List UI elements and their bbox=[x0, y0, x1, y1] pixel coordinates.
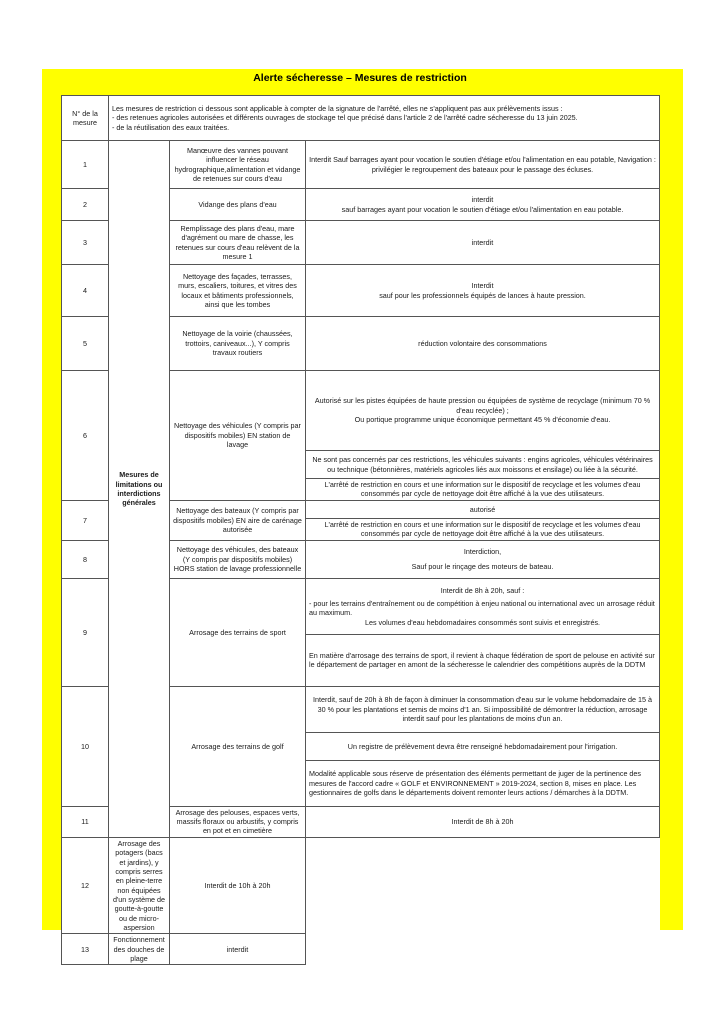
activity-cell: Arrosage des terrains de golf bbox=[170, 686, 306, 806]
measure-cell: autorisé bbox=[306, 500, 660, 518]
restriction-table-container bbox=[61, 95, 659, 965]
activity-cell: Fonctionnement des douches de plage bbox=[109, 934, 170, 965]
measure-number: 13 bbox=[62, 934, 109, 965]
measure-line: Sauf pour le rinçage des moteurs de bateau. bbox=[411, 562, 554, 572]
activity-cell: Vidange des plans d'eau bbox=[170, 189, 306, 221]
measure-cell: En matière d'arrosage des terrains de sport, il revient à chaque fédération de sport de pelouse en activité sur le département de partager en amont de la sécheresse le calendrier des compétitions auprès de la DDTM bbox=[306, 634, 660, 686]
measure-number: 11 bbox=[62, 806, 109, 837]
measure-cell bbox=[306, 578, 660, 634]
measure-line: sauf pour les professionnels équipés de lances à haute pression. bbox=[379, 290, 586, 300]
restriction-table bbox=[61, 95, 660, 965]
intro-line: - des retenues agricoles autorisées et différents ouvrages de stockage tel que précisé dans l'article 2 de l'arrêté cadre sécheresse du 13 juin 2025. bbox=[112, 113, 578, 123]
measure-cell bbox=[306, 371, 660, 451]
measure-number: 5 bbox=[62, 317, 109, 371]
activity-cell: Manœuvre des vannes pouvant influencer le réseau hydrographique,alimentation et vidange de retenues sur cours d'eau bbox=[170, 141, 306, 189]
table-row bbox=[62, 141, 660, 189]
table-row bbox=[62, 934, 660, 965]
measure-cell: Interdit Sauf barrages ayant pour vocation le soutien d'étiage et/ou l'alimentation en eau potable, Navigation : privilégier le regroupement des bateaux pour le passage des écluses. bbox=[306, 141, 660, 189]
measure-cell bbox=[306, 540, 660, 578]
header-row bbox=[62, 96, 660, 141]
measure-cell bbox=[306, 189, 660, 221]
intro-line: Les mesures de restriction ci dessous sont applicable à compter de la signature de l'arrêté, elles ne s'appliquent pas aux prélèvements issus : bbox=[112, 103, 563, 113]
measure-line: Les volumes d'eau hebdomadaires consommés sont suivis et enregistrés. bbox=[364, 617, 601, 627]
measure-cell: Ne sont pas concernés par ces restrictions, les véhicules suivants : engins agricoles, véhicules vétérinaires ou technique (bétonnières, matériels agricoles liés aux moissons et ensilage) ou liée à la sécurité. bbox=[306, 451, 660, 479]
measure-line: sauf barrages ayant pour vocation le soutien d'étiage et/ou l'alimentation en eau potable. bbox=[341, 204, 624, 214]
activity-cell: Nettoyage des bateaux (Y compris par dispositifs mobiles) EN aire de carénage autorisée bbox=[170, 500, 306, 540]
measure-cell: réduction volontaire des consommations bbox=[306, 317, 660, 371]
measure-number: 12 bbox=[62, 837, 109, 934]
measure-number: 3 bbox=[62, 221, 109, 265]
measure-cell: L'arrêté de restriction en cours et une information sur le dispositif de recyclage et les volumes d'eau consommés par cycle de nettoyage doit être affiché à la vue des utilisateurs. bbox=[306, 479, 660, 501]
measure-line: Interdit de 8h à 20h, sauf : bbox=[440, 585, 525, 595]
measure-number: 1 bbox=[62, 141, 109, 189]
measure-cell: interdit bbox=[306, 221, 660, 265]
measure-cell: Interdit de 8h à 20h bbox=[306, 806, 660, 837]
measure-line: Interdit bbox=[471, 281, 494, 291]
activity-cell: Arrosage des potagers (bacs et jardins), y compris serres en pleine-terre non équipées d'un système de goutte-à-goutte ou de micro-aspersion bbox=[109, 837, 170, 934]
measure-number: 9 bbox=[62, 578, 109, 686]
table-row bbox=[62, 837, 660, 934]
measure-line: interdit bbox=[471, 195, 494, 205]
activity-cell: Arrosage des terrains de sport bbox=[170, 578, 306, 686]
measure-line: Autorisé sur les pistes équipées de haute pression ou équipées de système de recyclage (minimum 70 % d'eau recyclée) ; bbox=[314, 396, 651, 415]
measure-number: 4 bbox=[62, 265, 109, 317]
page-title: Alerte sécheresse – Mesures de restriction bbox=[253, 72, 467, 84]
category-label: Mesures de limitations ou interdictions générales bbox=[109, 141, 170, 838]
measure-cell: Interdit, sauf de 20h à 8h de façon à diminuer la consommation d'eau sur le volume hebdomadaire de 15 à 30 % pour les plantations et semis de moins d'1 an. Si impossibilité de démontrer la réduction, arrosage interdit sauf pour les plantations de moins d'un an. bbox=[306, 686, 660, 732]
measure-cell: L'arrêté de restriction en cours et une information sur le dispositif de recyclage et les volumes d'eau consommés par cycle de nettoyage doit être affiché à la vue des utilisateurs. bbox=[306, 518, 660, 540]
measure-number: 6 bbox=[62, 371, 109, 501]
intro-line: - de la réutilisation des eaux traitées. bbox=[112, 122, 230, 132]
measure-number: 8 bbox=[62, 540, 109, 578]
measure-line: - pour les terrains d'entraînement ou de compétition à enjeu national ou international avec un arrosage réduit au maximum. bbox=[309, 598, 655, 618]
activity-cell: Nettoyage des véhicules (Y compris par dispositifs mobiles) EN station de lavage bbox=[170, 371, 306, 501]
measure-number: 10 bbox=[62, 686, 109, 806]
measure-number: 2 bbox=[62, 189, 109, 221]
num-header: N° de la mesure bbox=[62, 96, 109, 141]
measure-cell: interdit bbox=[170, 934, 306, 965]
activity-cell: Nettoyage de la voirie (chaussées, trottoirs, caniveaux...), Y compris travaux routiers bbox=[170, 317, 306, 371]
activity-cell: Remplissage des plans d'eau, mare d'agrément ou mare de chasse, les retenues sur cours d'eau relèvent de la mesure 1 bbox=[170, 221, 306, 265]
measure-cell bbox=[306, 265, 660, 317]
activity-cell: Nettoyage des véhicules, des bateaux (Y compris par dispositifs mobiles) HORS station de lavage professionnelle bbox=[170, 540, 306, 578]
measure-number: 7 bbox=[62, 500, 109, 540]
intro-text bbox=[109, 96, 660, 141]
measure-cell: Un registre de prélèvement devra être renseigné hebdomadairement pour l'irrigation. bbox=[306, 732, 660, 760]
activity-cell: Nettoyage des façades, terrasses, murs, escaliers, toitures, et vitres des locaux et bâtiments professionnels, ainsi que les tombes bbox=[170, 265, 306, 317]
activity-cell: Arrosage des pelouses, espaces verts, massifs floraux ou arbustifs, y compris en pot et en cimetière bbox=[170, 806, 306, 837]
measure-cell: Modalité applicable sous réserve de présentation des éléments permettant de juger de la pertinence des mesures de l'accord cadre « GOLF et ENVIRONNEMENT » 2019-2024, section 8, mises en place. Les gestionnaires de golfs dans le départements doivent remonter leurs actions / démarches à la DDTM. bbox=[306, 760, 660, 806]
measure-line: Interdiction, bbox=[463, 546, 502, 556]
measure-line: Ou portique programme unique économique permettant 45 % d'économie d'eau. bbox=[354, 415, 611, 425]
measure-cell: Interdit de 10h à 20h bbox=[170, 837, 306, 934]
